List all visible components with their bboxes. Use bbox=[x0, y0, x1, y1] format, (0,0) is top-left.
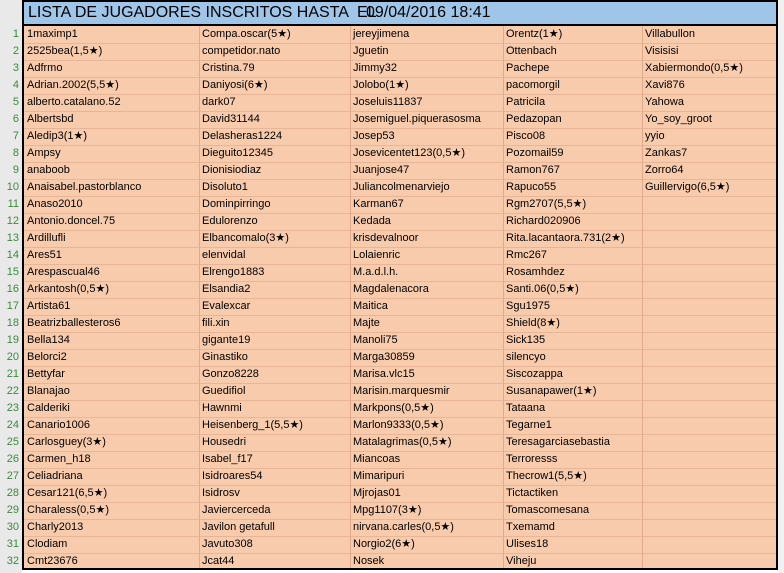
player-cell[interactable]: Tictactiken bbox=[506, 487, 559, 499]
player-cell[interactable]: Majte bbox=[353, 317, 380, 329]
row-number: 27 bbox=[6, 470, 19, 482]
player-cell[interactable]: nirvana.carles(0,5★) bbox=[353, 521, 454, 533]
player-cell[interactable]: Ulises18 bbox=[506, 538, 549, 550]
player-cell[interactable]: Marga30859 bbox=[353, 351, 415, 363]
player-cell[interactable]: Ottenbach bbox=[506, 45, 557, 57]
player-cell[interactable]: Miancoas bbox=[353, 453, 401, 465]
player-cell[interactable]: Jolobo(1★) bbox=[353, 79, 409, 91]
player-cell[interactable]: Cmt23676 bbox=[27, 555, 78, 567]
player-cell[interactable]: Yo_soy_groot bbox=[645, 113, 712, 125]
player-cell[interactable]: Kedada bbox=[353, 215, 391, 227]
player-cell[interactable]: Thecrow1(5,5★) bbox=[506, 470, 587, 482]
player-cell[interactable]: Villabullon bbox=[645, 28, 695, 40]
row-number: 4 bbox=[12, 79, 19, 91]
player-cell[interactable]: Elrengo1883 bbox=[202, 266, 265, 278]
row-divider bbox=[24, 332, 776, 333]
player-cell[interactable]: Juliancolmenarviejo bbox=[353, 181, 450, 193]
player-cell[interactable]: Artista61 bbox=[27, 300, 71, 312]
player-cell[interactable]: Susanapawer(1★) bbox=[506, 385, 597, 397]
player-cell[interactable]: Shield(8★) bbox=[506, 317, 560, 329]
row-number: 25 bbox=[6, 436, 19, 448]
header-timestamp: 09/04/2016 18:41 bbox=[366, 4, 491, 21]
player-cell[interactable]: Pozomail59 bbox=[506, 147, 564, 159]
player-cell[interactable]: Adrian.2002(5,5★) bbox=[27, 79, 119, 91]
player-cell[interactable]: Santi.06(0,5★) bbox=[506, 283, 579, 295]
player-cell[interactable]: Jcat44 bbox=[202, 555, 235, 567]
player-cell[interactable]: Isabel_f17 bbox=[202, 453, 253, 465]
player-cell[interactable]: Cesar121(6,5★) bbox=[27, 487, 108, 499]
player-cell[interactable]: Rgm2707(5,5★) bbox=[506, 198, 587, 210]
player-cell[interactable]: M.a.d.l.h. bbox=[353, 266, 399, 278]
player-cell[interactable]: Daniyosi(6★) bbox=[202, 79, 268, 91]
row-number: 17 bbox=[6, 300, 19, 312]
player-cell[interactable]: Xabiermondo(0,5★) bbox=[645, 62, 743, 74]
player-cell[interactable]: Bella134 bbox=[27, 334, 70, 346]
row-number-gutter bbox=[0, 0, 22, 573]
row-number: 3 bbox=[12, 62, 19, 74]
player-cell[interactable]: Cristina.79 bbox=[202, 62, 255, 74]
player-cell[interactable]: Arespascual46 bbox=[27, 266, 100, 278]
player-cell[interactable]: Txemamd bbox=[506, 521, 555, 533]
row-number: 12 bbox=[6, 215, 19, 227]
player-cell[interactable]: 2525bea(1,5★) bbox=[27, 45, 103, 57]
player-cell[interactable]: Tegarne1 bbox=[506, 419, 552, 431]
row-number: 9 bbox=[12, 164, 19, 176]
row-number: 1 bbox=[12, 28, 19, 40]
player-cell[interactable]: Lolaienric bbox=[353, 249, 401, 261]
player-cell[interactable]: fili.xin bbox=[202, 317, 230, 329]
player-cell[interactable]: gigante19 bbox=[202, 334, 251, 346]
player-cell[interactable]: Carmen_h18 bbox=[27, 453, 91, 465]
player-cell[interactable]: Visisisi bbox=[645, 45, 679, 57]
player-cell[interactable]: Beatrizballesteros6 bbox=[27, 317, 121, 329]
row-number: 2 bbox=[12, 45, 19, 57]
player-cell[interactable]: pacomorgil bbox=[506, 79, 560, 91]
player-cell[interactable]: Sgu1975 bbox=[506, 300, 551, 312]
row-number: 21 bbox=[6, 368, 19, 380]
row-number: 31 bbox=[6, 538, 19, 550]
player-cell[interactable]: silencyo bbox=[506, 351, 546, 363]
row-number: 19 bbox=[6, 334, 19, 346]
player-cell[interactable]: Yahowa bbox=[645, 96, 684, 108]
player-cell[interactable]: Ardillufli bbox=[27, 232, 66, 244]
player-cell[interactable]: Orentz(1★) bbox=[506, 28, 563, 40]
player-cell[interactable]: Mpg1107(3★) bbox=[353, 504, 422, 516]
row-number: 10 bbox=[6, 181, 19, 193]
header-title: LISTA DE JUGADORES INSCRITOS HASTA EL bbox=[28, 4, 377, 21]
player-cell[interactable]: Belorci2 bbox=[27, 351, 67, 363]
player-cell[interactable]: Antonio.doncel.75 bbox=[27, 215, 116, 227]
player-cell[interactable]: Delasheras1224 bbox=[202, 130, 283, 142]
player-cell[interactable]: Disoluto1 bbox=[202, 181, 248, 193]
player-cell[interactable]: Javuto308 bbox=[202, 538, 253, 550]
player-cell[interactable]: Aledip3(1★) bbox=[27, 130, 88, 142]
player-cell[interactable]: Adfrmo bbox=[27, 62, 63, 74]
player-cell[interactable]: Arkantosh(0,5★) bbox=[27, 283, 110, 295]
player-cell[interactable]: Charly2013 bbox=[27, 521, 84, 533]
player-cell[interactable]: Dominpirringo bbox=[202, 198, 271, 210]
row-number: 6 bbox=[12, 113, 19, 125]
row-number: 22 bbox=[6, 385, 19, 397]
row-number: 5 bbox=[12, 96, 19, 108]
player-cell[interactable]: Elbancomalo(3★) bbox=[202, 232, 289, 244]
player-cell[interactable]: jereyjimena bbox=[353, 28, 410, 40]
player-table bbox=[22, 0, 778, 570]
player-cell[interactable]: Josevicentet123(0,5★) bbox=[353, 147, 465, 159]
player-cell[interactable]: Rita.lacantaora.731(2★) bbox=[506, 232, 625, 244]
player-cell[interactable]: Ares51 bbox=[27, 249, 62, 261]
player-cell[interactable]: elenvidal bbox=[202, 249, 246, 261]
player-cell[interactable]: Albertsbd bbox=[27, 113, 74, 125]
row-number: 16 bbox=[6, 283, 19, 295]
player-cell[interactable]: Josep53 bbox=[353, 130, 395, 142]
player-cell[interactable]: Celiadriana bbox=[27, 470, 83, 482]
row-divider bbox=[24, 553, 776, 554]
row-number: 15 bbox=[6, 266, 19, 278]
player-cell[interactable]: Norgio2(6★) bbox=[353, 538, 415, 550]
player-cell[interactable]: Josemiguel.piquerasosma bbox=[353, 113, 481, 125]
row-number: 28 bbox=[6, 487, 19, 499]
player-cell[interactable]: Zankas7 bbox=[645, 147, 688, 159]
player-cell[interactable]: Guedifiol bbox=[202, 385, 246, 397]
row-number: 18 bbox=[6, 317, 19, 329]
table-header bbox=[24, 2, 776, 26]
row-divider bbox=[24, 213, 776, 214]
player-cell[interactable]: Rapuco55 bbox=[506, 181, 557, 193]
row-number: 11 bbox=[7, 198, 19, 210]
row-number: 8 bbox=[12, 147, 19, 159]
player-cell[interactable]: Jimmy32 bbox=[353, 62, 398, 74]
player-cell[interactable]: Jguetin bbox=[353, 45, 389, 57]
player-cell[interactable]: Sick135 bbox=[506, 334, 546, 346]
player-cell[interactable]: Blanajao bbox=[27, 385, 70, 397]
player-cell[interactable]: dark07 bbox=[202, 96, 236, 108]
player-cell[interactable]: Ramon767 bbox=[506, 164, 560, 176]
player-cell[interactable]: Ginastiko bbox=[202, 351, 248, 363]
player-cell[interactable]: Terroresss bbox=[506, 453, 558, 465]
player-cell[interactable]: Anaso2010 bbox=[27, 198, 83, 210]
player-cell[interactable]: Housedri bbox=[202, 436, 247, 448]
player-cell[interactable]: Javiercerceda bbox=[202, 504, 271, 516]
player-cell[interactable]: Canario1006 bbox=[27, 419, 90, 431]
player-cell[interactable]: alberto.catalano.52 bbox=[27, 96, 121, 108]
row-divider bbox=[24, 298, 776, 299]
scrollbar-strip[interactable] bbox=[778, 0, 784, 573]
player-cell[interactable]: Markpons(0,5★) bbox=[353, 402, 434, 414]
row-divider bbox=[24, 315, 776, 316]
player-cell[interactable]: Edulorenzo bbox=[202, 215, 258, 227]
player-cell[interactable]: Mimaripuri bbox=[353, 470, 405, 482]
player-cell[interactable]: Juanjose47 bbox=[353, 164, 410, 176]
row-divider bbox=[24, 264, 776, 265]
player-cell[interactable]: Viheju bbox=[506, 555, 537, 567]
player-cell[interactable]: Compa.oscar(5★) bbox=[202, 28, 291, 40]
player-cell[interactable]: Joseluis11837 bbox=[353, 96, 423, 108]
player-cell[interactable]: Tataana bbox=[506, 402, 546, 414]
player-cell[interactable]: Calderiki bbox=[27, 402, 70, 414]
player-cell[interactable]: David31144 bbox=[202, 113, 260, 125]
player-cell[interactable]: yyio bbox=[645, 130, 665, 142]
player-cell[interactable]: Rmc267 bbox=[506, 249, 547, 261]
player-cell[interactable]: Magdalenacora bbox=[353, 283, 429, 295]
player-cell[interactable]: Gonzo8228 bbox=[202, 368, 259, 380]
player-cell[interactable]: Marlon9333(0,5★) bbox=[353, 419, 444, 431]
player-cell[interactable]: Charaless(0,5★) bbox=[27, 504, 110, 516]
player-cell[interactable]: anaboob bbox=[27, 164, 70, 176]
row-number: 30 bbox=[6, 521, 19, 533]
row-number: 32 bbox=[6, 555, 19, 567]
row-number: 20 bbox=[6, 351, 19, 363]
row-number: 7 bbox=[12, 130, 19, 142]
player-cell[interactable]: Evalexcar bbox=[202, 300, 251, 312]
row-number: 14 bbox=[6, 249, 19, 261]
player-cell[interactable]: Richard020906 bbox=[506, 215, 581, 227]
player-cell[interactable]: Marisa.vlc15 bbox=[353, 368, 415, 380]
player-cell[interactable]: Zorro64 bbox=[645, 164, 684, 176]
player-cell[interactable]: Teresagarciasebastia bbox=[506, 436, 610, 448]
row-number: 24 bbox=[6, 419, 19, 431]
player-cell[interactable]: Pedazopan bbox=[506, 113, 562, 125]
player-cell[interactable]: Isidroares54 bbox=[202, 470, 263, 482]
player-cell[interactable]: Dieguito12345 bbox=[202, 147, 273, 159]
player-cell[interactable]: Pisco08 bbox=[506, 130, 546, 142]
row-number: 29 bbox=[6, 504, 19, 516]
player-cell[interactable]: krisdevalnoor bbox=[353, 232, 419, 244]
player-cell[interactable]: Heisenberg_1(5,5★) bbox=[202, 419, 303, 431]
player-cell[interactable]: Ampsy bbox=[27, 147, 61, 159]
player-cell[interactable]: Siscozappa bbox=[506, 368, 563, 380]
player-cell[interactable]: Matalagrimas(0,5★) bbox=[353, 436, 452, 448]
player-cell[interactable]: Guillervigo(6,5★) bbox=[645, 181, 730, 193]
player-cell[interactable]: Isidrosv bbox=[202, 487, 240, 499]
player-cell[interactable]: Manoli75 bbox=[353, 334, 398, 346]
player-cell[interactable]: Xavi876 bbox=[645, 79, 685, 91]
player-cell[interactable]: Anaisabel.pastorblanco bbox=[27, 181, 142, 193]
player-cell[interactable]: Elsandia2 bbox=[202, 283, 251, 295]
player-cell[interactable]: Carlosguey(3★) bbox=[27, 436, 106, 448]
player-cell[interactable]: Rosamhdez bbox=[506, 266, 565, 278]
row-number: 13 bbox=[6, 232, 19, 244]
player-cell[interactable]: Javilon getafull bbox=[202, 521, 275, 533]
row-number: 26 bbox=[6, 453, 19, 465]
player-cell[interactable]: Karman67 bbox=[353, 198, 404, 210]
player-cell[interactable]: Bettyfar bbox=[27, 368, 65, 380]
player-cell[interactable]: Marisin.marquesmir bbox=[353, 385, 450, 397]
player-cell[interactable]: Nosek bbox=[353, 555, 385, 567]
player-cell[interactable]: 1maximp1 bbox=[27, 28, 78, 40]
row-number: 23 bbox=[6, 402, 19, 414]
player-cell[interactable]: Clodiam bbox=[27, 538, 68, 550]
player-cell[interactable]: Patricila bbox=[506, 96, 546, 108]
player-cell[interactable]: Tomascomesana bbox=[506, 504, 590, 516]
player-cell[interactable]: Pachepe bbox=[506, 62, 550, 74]
player-cell[interactable]: Maitica bbox=[353, 300, 388, 312]
player-cell[interactable]: competidor.nato bbox=[202, 45, 281, 57]
player-cell[interactable]: Hawnmi bbox=[202, 402, 242, 414]
player-cell[interactable]: Mjrojas01 bbox=[353, 487, 401, 499]
player-cell[interactable]: Dionisiodiaz bbox=[202, 164, 262, 176]
